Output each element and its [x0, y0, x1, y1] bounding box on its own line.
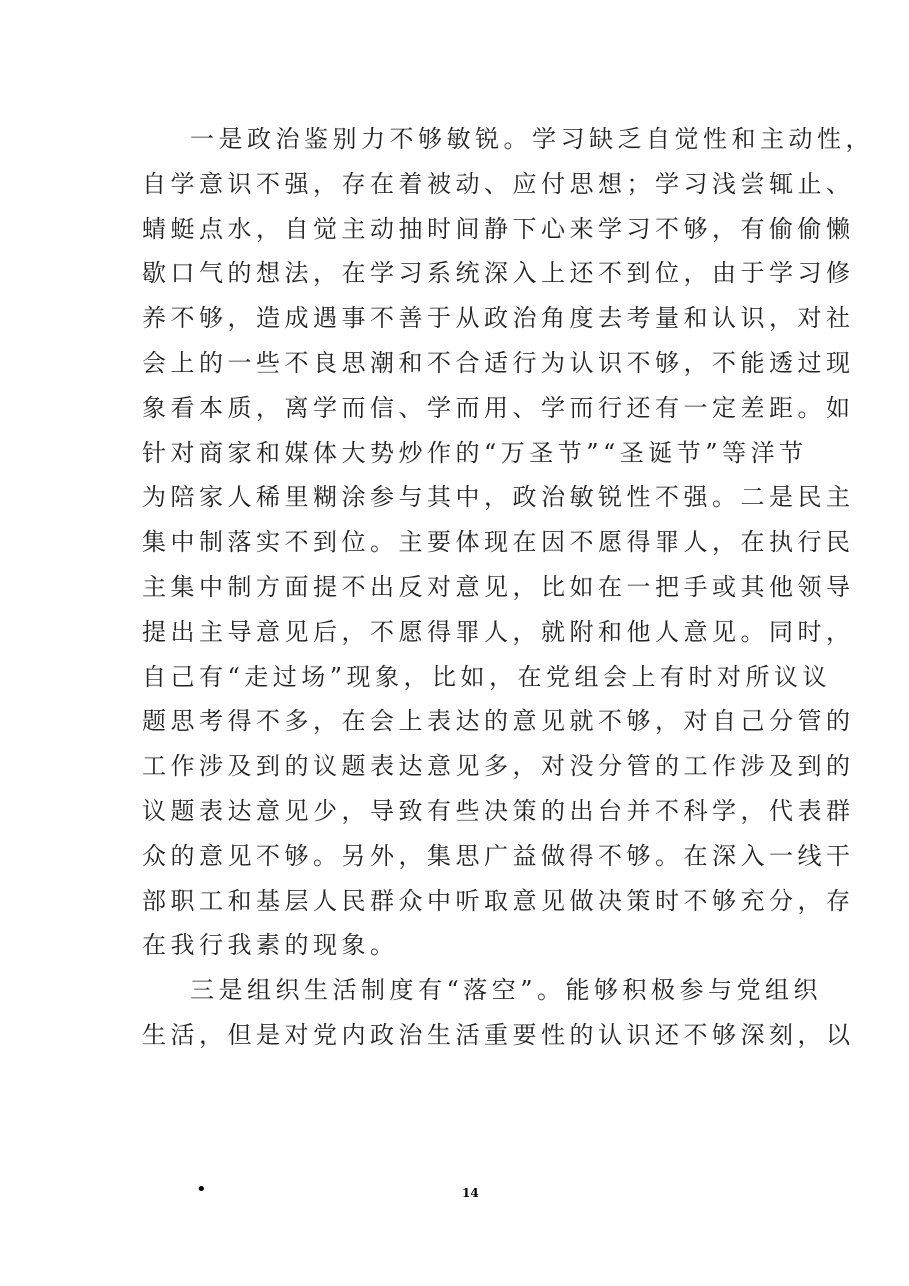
text-line: 主集中制方面提不出反对意见，比如在一把手或其他领导: [142, 572, 855, 601]
page-footer: [0, 1180, 909, 1210]
text-line: 针对商家和媒体大势炒作的“万圣节”“圣诞节”等洋节: [142, 438, 808, 467]
text-line: 一是政治鉴别力不够敏锐。学习缺乏自觉性和主动性，: [190, 125, 874, 153]
paragraph-1: [142, 117, 874, 968]
text-line: 自己有“走过场”现象，比如，在党组会上有时对所议议: [142, 662, 832, 691]
text-line: 三是组织生活制度有“落空”。能够积极参与党组织: [190, 976, 823, 1005]
text-line: 集中制落实不到位。主要体现在因不愿得罪人，在执行民: [142, 528, 855, 557]
text-line: 众的意见不够。另外，集思广益做得不够。在深入一线干: [142, 841, 855, 870]
document-body: [142, 117, 874, 1058]
text-line: 为陪家人稀里糊涂参与其中，政治敏锐性不强。二是民主: [142, 483, 855, 512]
text-line: 部职工和基层人民群众中听取意见做决策时不够充分，存: [142, 886, 855, 915]
text-line: 议题表达意见少，导致有些决策的出台并不科学，代表群: [142, 796, 855, 825]
text-line: 题思考得不多，在会上表达的意见就不够，对自己分管的: [142, 707, 855, 736]
text-line: 提出主导意见后，不愿得罪人，就附和他人意见。同时，: [142, 617, 855, 646]
text-line: 歇口气的想法，在学习系统深入上还不到位，由于学习修: [142, 259, 855, 288]
text-line: 工作涉及到的议题表达意见多，对没分管的工作涉及到的: [142, 752, 855, 781]
paragraph-2: [142, 968, 855, 1058]
text-line: 自学意识不强，存在着被动、应付思想；学习浅尝辄止、: [142, 169, 855, 198]
text-line: 象看本质，离学而信、学而用、学而行还有一定差距。如: [142, 393, 855, 422]
text-line: 生活，但是对党内政治生活重要性的认识还不够深刻，以: [142, 1020, 855, 1049]
text-line: 蜻蜓点水，自觉主动抽时间静下心来学习不够，有偷偷懒: [142, 214, 855, 243]
page-number: 14: [462, 1186, 479, 1200]
text-line: 养不够，造成遇事不善于从政治角度去考量和认识，对社: [142, 304, 855, 333]
text-line: 在我行我素的现象。: [142, 931, 399, 960]
footer-bullet: •: [196, 1179, 207, 1200]
text-line: 会上的一些不良思潮和不合适行为认识不够，不能透过现: [142, 348, 855, 377]
